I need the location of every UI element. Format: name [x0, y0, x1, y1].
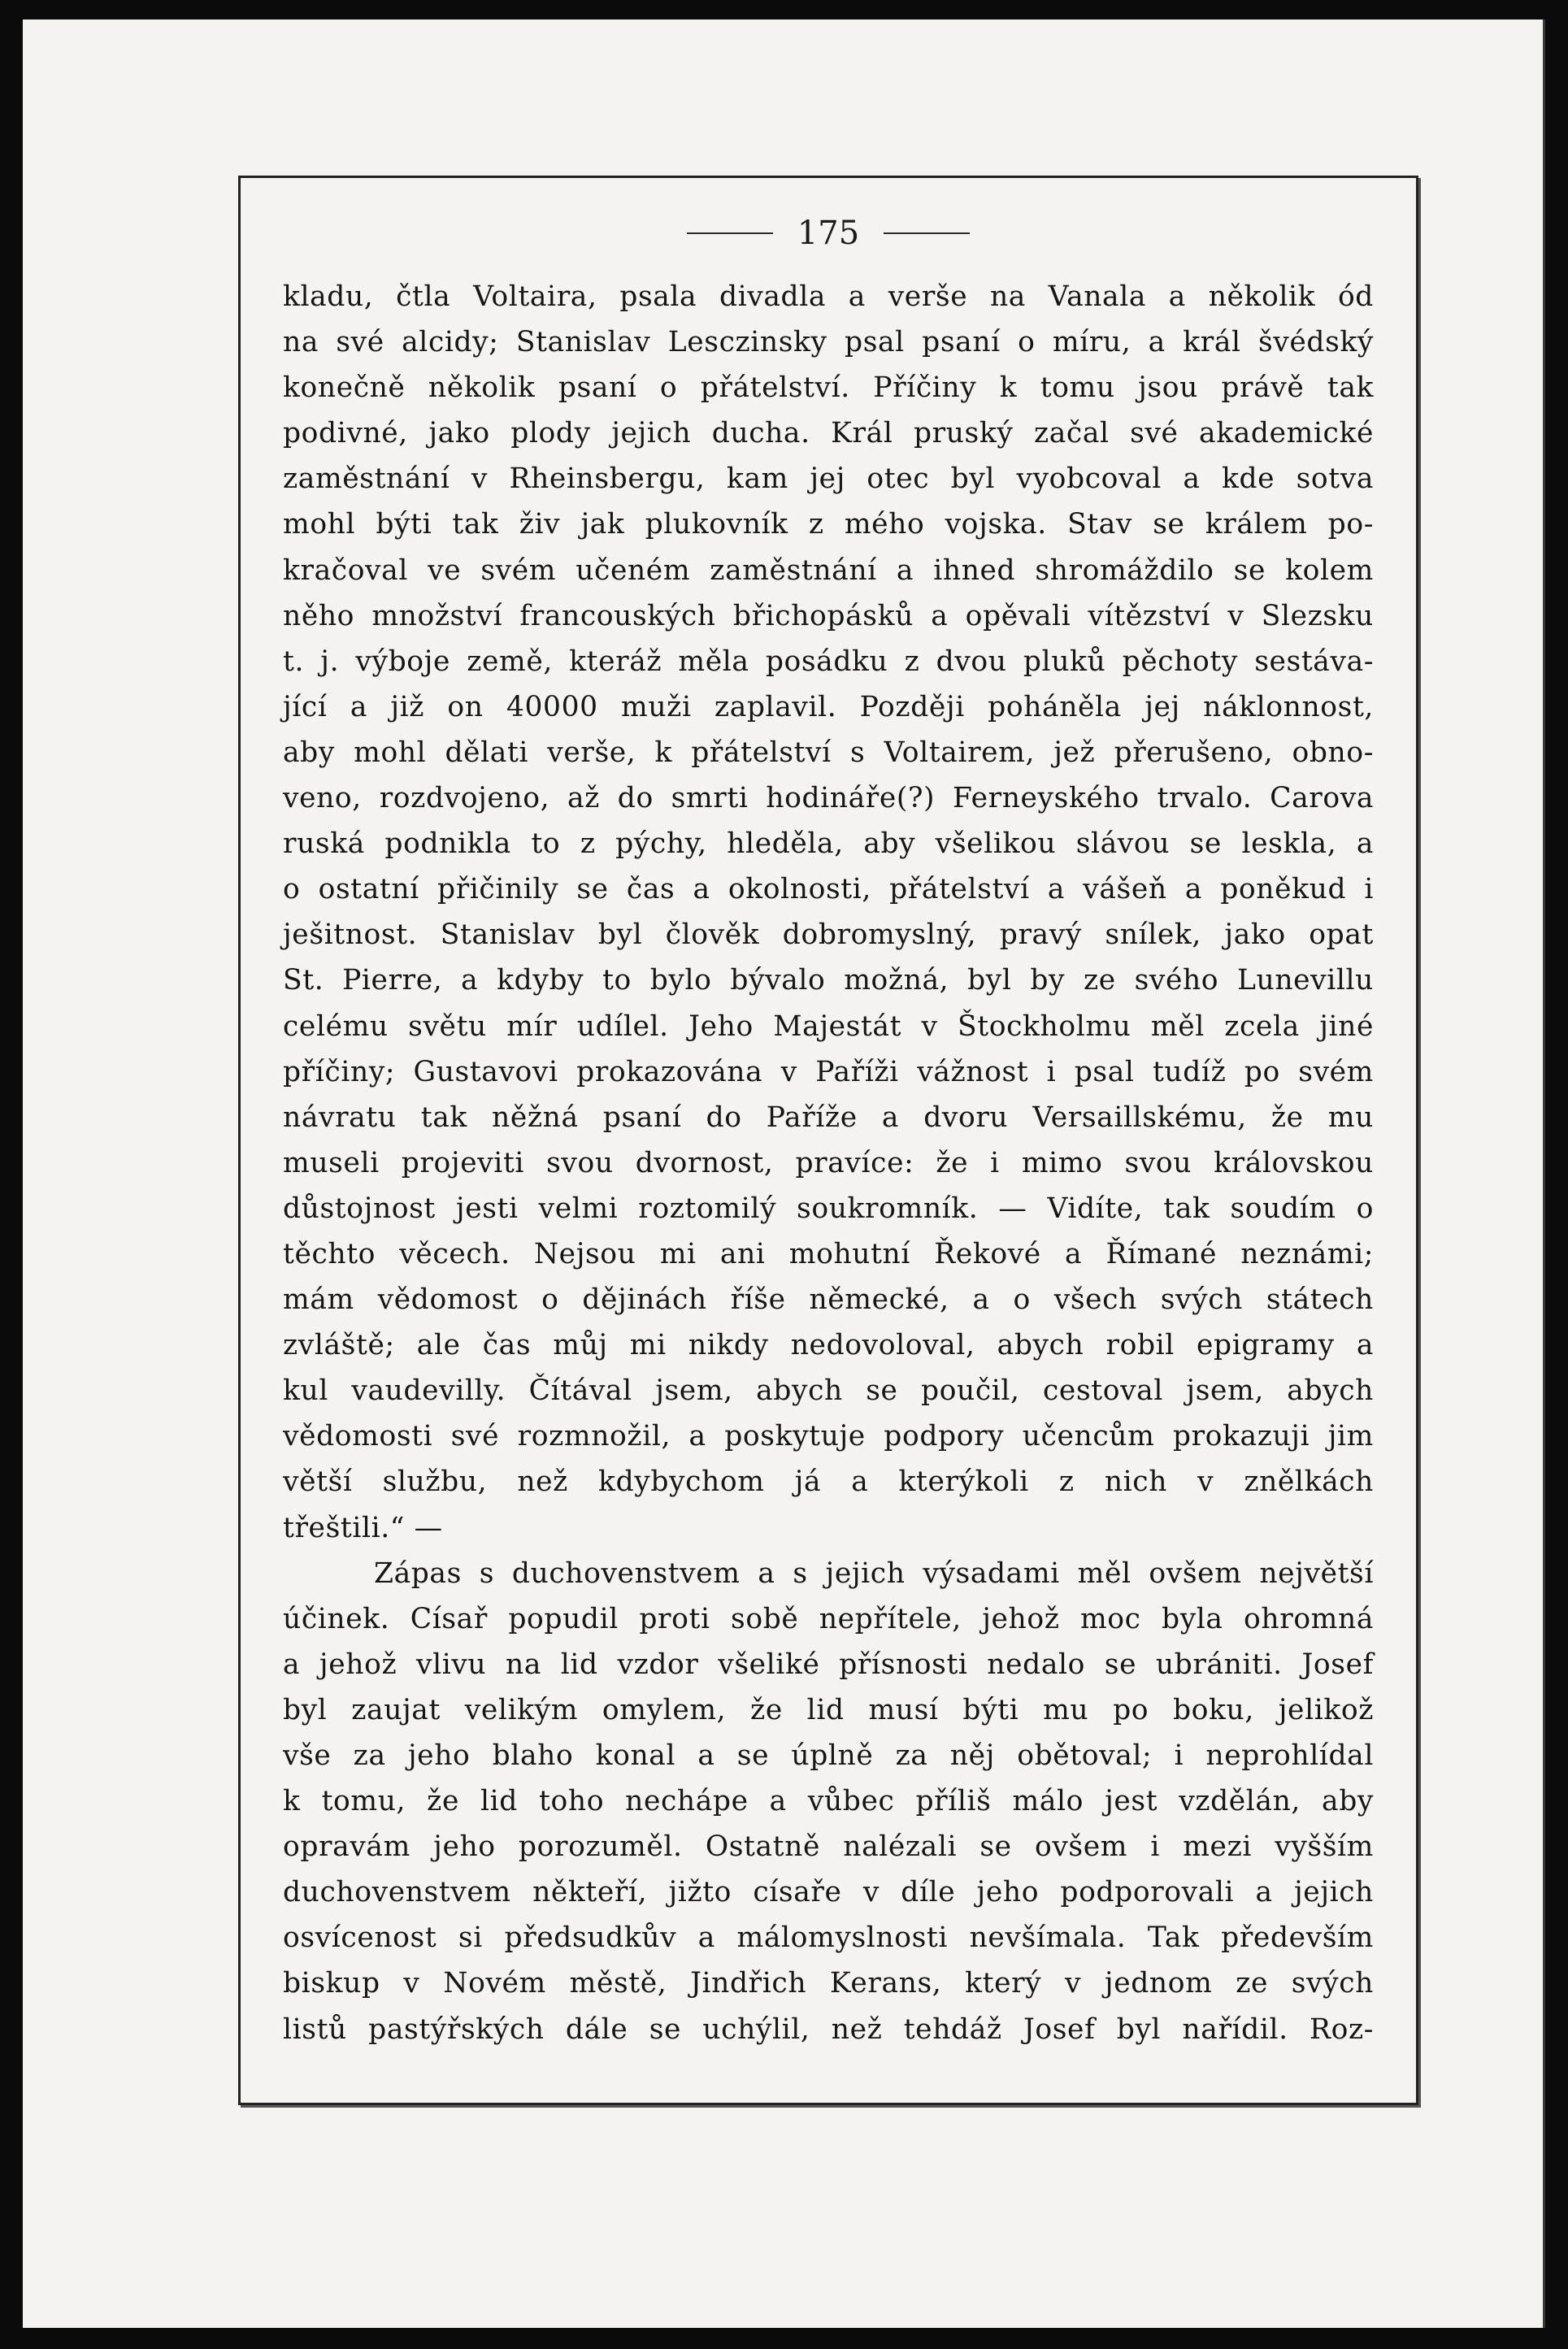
text-line: zvláště; ale čas můj mi nikdy nedovoloval, abych robil epigramy a: [283, 1329, 1374, 1362]
text-line-paragraph-start: Zápas s duchovenstvem a s jejich výsadami měl ovšem největší: [374, 1557, 1374, 1590]
text-line: osvícenost si předsudkův a málomyslnosti nevšímala. Tak především: [283, 1921, 1374, 1955]
text-line: návratu tak něžná psaní do Paříže a dvoru Versaillskému, že mu: [283, 1101, 1374, 1134]
text-line: duchovenstvem někteří, jižto císaře v díle jeho podporovali a jejich: [283, 1876, 1374, 1909]
text-line: kladu, čtla Voltaira, psala divadla a verše na Vanala a několik ód: [283, 280, 1374, 313]
text-frame: [238, 176, 1418, 2105]
text-line: kul vaudevilly. Čítával jsem, abych se poučil, cestoval jsem, abych: [283, 1374, 1374, 1408]
text-line: ruská podnikla to z pýchy, hleděla, aby všelikou slávou se leskla, a: [283, 827, 1374, 861]
text-line: vědomosti své rozmnožil, a poskytuje podpory učencům prokazuji jim: [283, 1420, 1374, 1453]
text-line: účinek. Císař popudil proti sobě nepřítele, jehož moc byla ohromná: [283, 1602, 1374, 1635]
text-line: příčiny; Gustavovi prokazována v Paříži vážnost i psal tudíž po svém: [283, 1055, 1374, 1088]
text-line: o ostatní přičinily se čas a okolnosti, přátelství a vášeň a poněkud i: [283, 873, 1374, 906]
text-line: St. Pierre, a kdyby to bylo bývalo možná, byl by ze svého Lunevillu: [283, 964, 1374, 997]
text-line: důstojnost jesti velmi roztomilý soukromník. — Vidíte, tak soudím o: [283, 1192, 1374, 1225]
text-line: biskup v Novém městě, Jindřich Kerans, který v jednom ze svých: [283, 1967, 1374, 2000]
scanned-page: [23, 20, 1545, 2328]
text-line: kračoval ve svém učeném zaměstnání a ihned shromáždilo se kolem: [283, 554, 1374, 587]
text-line: mám vědomost o dějinách říše německé, a o všech svých státech: [283, 1283, 1374, 1317]
text-line: konečně několik psaní o přátelství. Příčiny k tomu jsou právě tak: [283, 371, 1374, 405]
page-header: [241, 215, 1416, 252]
text-line: a jehož vlivu na lid vzdor všeliké přísnosti nedalo se ubrániti. Josef: [283, 1648, 1374, 1681]
text-line: jící a již on 40000 muži zaplavil. Později poháněla jej náklonnost,: [283, 690, 1374, 723]
text-line: museli projeviti svou dvornost, pravíce: že i mimo svou královskou: [283, 1146, 1374, 1179]
text-line: větší službu, než kdybychom já a kterýkoli z nich v znělkách: [283, 1465, 1374, 1499]
text-line: těchto věcech. Nejsou mi ani mohutní Řekové a Římané neznámi;: [283, 1237, 1374, 1270]
body-text: [283, 274, 1374, 2052]
header-rule-left: [687, 232, 773, 234]
text-line: opravám jeho porozuměl. Ostatně nalézali se ovšem i mezi vyšším: [283, 1830, 1374, 1864]
text-line: k tomu, že lid toho nechápe a vůbec příliš málo jest vzdělán, aby: [283, 1785, 1374, 1818]
text-line: na své alcidy; Stanislav Lesczinsky psal psaní o míru, a král švédský: [283, 326, 1374, 359]
text-line: ješitnost. Stanislav byl člověk dobromyslný, pravý snílek, jako opat: [283, 918, 1374, 952]
page-number: 175: [797, 215, 860, 252]
text-line-paragraph-end: třeštili.“ —: [283, 1511, 443, 1544]
text-line: listů pastýřských dále se uchýlil, než tehdáž Josef byl nařídil. Roz-: [283, 2012, 1374, 2046]
text-line: aby mohl dělati verše, k přátelství s Voltairem, jež přerušeno, obno-: [283, 736, 1374, 769]
text-line: byl zaujat velikým omylem, že lid musí býti mu po boku, jelikož: [283, 1693, 1374, 1726]
text-line: zaměstnání v Rheinsbergu, kam jej otec byl vyobcoval a kde sotva: [283, 462, 1374, 496]
text-line: vše za jeho blaho konal a se úplně za něj obětoval; i neprohlídal: [283, 1739, 1374, 1772]
text-line: celému světu mír udílel. Jeho Majestát v Štockholmu měl zcela jiné: [283, 1010, 1374, 1043]
text-line: podivné, jako plody jejich ducha. Král pruský začal své akademické: [283, 417, 1374, 450]
text-line: t. j. výboje země, kteráž měla posádku z dvou pluků pěchoty sestáva-: [283, 645, 1374, 678]
text-line: něho množství francouských břichopásků a opěvali vítězství v Slezsku: [283, 599, 1374, 632]
text-line: veno, rozdvojeno, až do smrti hodináře(?) Ferneyského trvalo. Carova: [283, 782, 1374, 815]
header-rule-right: [884, 232, 970, 234]
text-line: mohl býti tak živ jak plukovník z mého vojska. Stav se králem po-: [283, 508, 1374, 541]
